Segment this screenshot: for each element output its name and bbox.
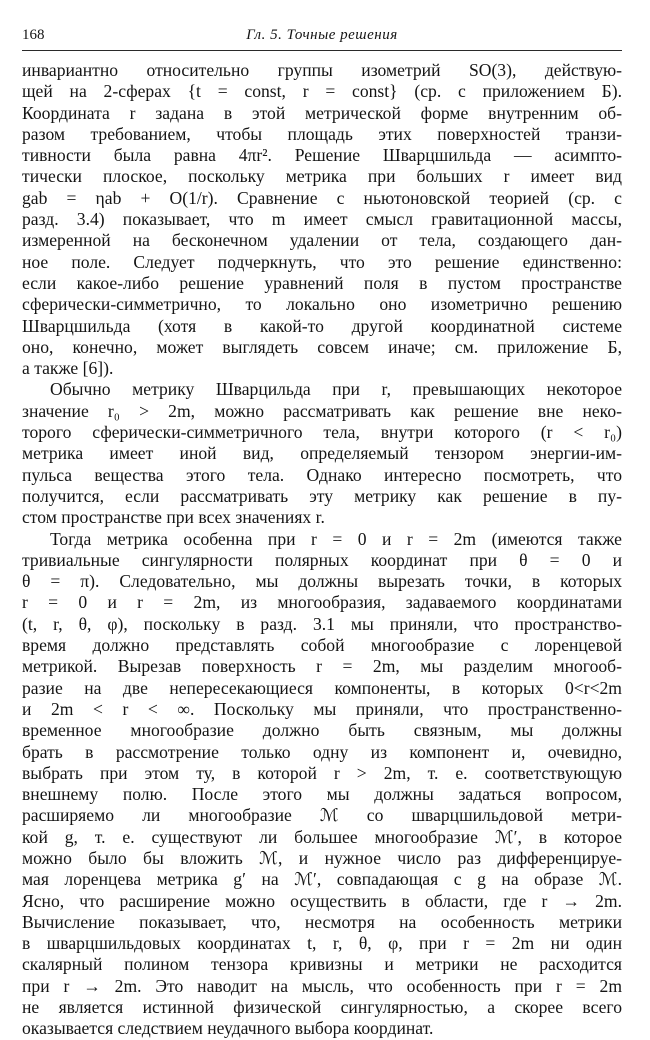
paragraph-3 xyxy=(22,529,622,1040)
text-line: пульса вещества этого тела. Однако интересно посмотреть, что xyxy=(22,464,622,485)
text-line: при r → 2m. Это наводит на мысль, что особенность при r = 2m xyxy=(22,975,622,996)
text-line: тривиальные сингулярности полярных координат при θ = 0 и xyxy=(22,549,622,570)
text-line: метрика имеет иной вид, определяемый тензором энергии-им- xyxy=(22,443,622,464)
text-line: gab = ηab + O(1/r). Сравнение с ньютоновской теорией (ср. с xyxy=(22,187,622,208)
text-line: ное поле. Следует подчеркнуть, что это решение единственно: xyxy=(22,251,622,272)
text-line: инвариантно относительно группы изометрий SO(3), действую- xyxy=(22,60,622,80)
text-line: Вычисление показывает, что, несмотря на особенность метрики xyxy=(22,911,622,932)
text-line: измеренной на бесконечном удалении от тела, создающего дан- xyxy=(22,230,622,251)
text-line: (t, r, θ, φ), поскольку в разд. 3.1 мы приняли, что пространство- xyxy=(22,613,622,634)
text-line: торого сферически-симметричного тела, внутри которого (r < r₀) xyxy=(22,422,622,443)
text-line: стом пространстве при всех значениях r. xyxy=(22,507,325,528)
body-text xyxy=(22,60,622,1040)
text-line: метрикой. Вырезав поверхность r = 2m, мы разделим многооб- xyxy=(22,656,622,677)
text-line: оно, конечно, может выглядеть совсем иначе; см. приложение Б, xyxy=(22,336,622,357)
text-line: Обычно метрику Шварцильда при r, превышающих некоторое xyxy=(50,379,622,400)
text-line: внешнему полю. После этого мы должны задаться вопросом, xyxy=(22,784,622,805)
text-line: если какое-либо решение уравнений поля в пустом пространстве xyxy=(22,272,622,293)
text-line: скалярный полином тензора кривизны и метрики не расходится xyxy=(22,954,622,975)
text-line: брать в рассмотрение только одну из компонент и, очевидно, xyxy=(22,741,622,762)
text-line: сферически-симметрично, то локально оно изометрично решению xyxy=(22,294,622,315)
text-line: в шварцшильдовых координатах t, r, θ, φ, при r = 2m ни один xyxy=(22,933,622,954)
text-line: временное многообразие должно быть связным, мы должны xyxy=(22,720,622,741)
text-line: получится, если рассматривать эту метрику как решение в пу- xyxy=(22,485,622,506)
text-line: Шварцшильда (хотя в какой-то другой координатной системе xyxy=(22,315,622,336)
header-rule xyxy=(22,50,622,51)
chapter-title: Гл. 5. Точные решения xyxy=(246,27,398,43)
paragraph-1 xyxy=(22,60,622,379)
text-line: кой g, т. е. существуют ли большее многообразие ℳ′, в которое xyxy=(22,826,622,847)
text-line: а также [6]). xyxy=(22,358,114,379)
text-line: можно было бы вложить ℳ, и нужное число раз дифференцируе- xyxy=(22,847,622,868)
text-line: Координата r задана в этой метрической форме внутренним об- xyxy=(22,102,622,123)
text-line: разд. 3.4) показывает, что m имеет смысл гравитационной массы, xyxy=(22,209,622,230)
text-line: и 2m < r < ∞. Поскольку мы приняли, что пространственно- xyxy=(22,698,622,719)
text-line: тически плоское, поскольку метрика при больших r имеет вид xyxy=(22,166,622,187)
text-line: не является истинной физической сингулярностью, а скорее всего xyxy=(22,997,622,1018)
text-line: щей на 2-сферах {t = const, r = const} (ср. с приложением Б). xyxy=(22,81,622,102)
text-line: мая лоренцева метрика g′ на ℳ′, совпадающая с g на образе ℳ. xyxy=(22,869,622,890)
text-line: выбрать при этом ту, в которой r > 2m, т. е. соответствующую xyxy=(22,762,622,783)
text-line: оказывается следствием неудачного выбора координат. xyxy=(22,1018,434,1039)
text-line: расширяемо ли многообразие ℳ со шварцшильдовой метри- xyxy=(22,805,622,826)
page-number: 168 xyxy=(22,27,45,43)
text-line: значение r₀ > 2m, можно рассматривать как решение вне неко- xyxy=(22,400,622,421)
text-line: θ = π). Следовательно, мы должны вырезать точки, в которых xyxy=(22,571,622,592)
text-line: тивности была равна 4πr². Решение Шварцшильда — асимпто- xyxy=(22,145,622,166)
paragraph-2 xyxy=(22,379,622,528)
text-line: Тогда метрика особенна при r = 0 и r = 2m (имеются также xyxy=(50,528,622,549)
text-line: разие на две непересекающиеся компоненты, в которых 0<r<2m xyxy=(22,677,622,698)
text-line: разом требованием, чтобы площадь этих поверхностей транзи- xyxy=(22,123,622,144)
text-line: время должно представлять собой многообразие с лоренцевой xyxy=(22,635,622,656)
text-line: Ясно, что расширение можно осуществить в области, где r → 2m. xyxy=(22,890,622,911)
text-line: r = 0 и r = 2m, из многообразия, задаваемого координатами xyxy=(22,592,622,613)
